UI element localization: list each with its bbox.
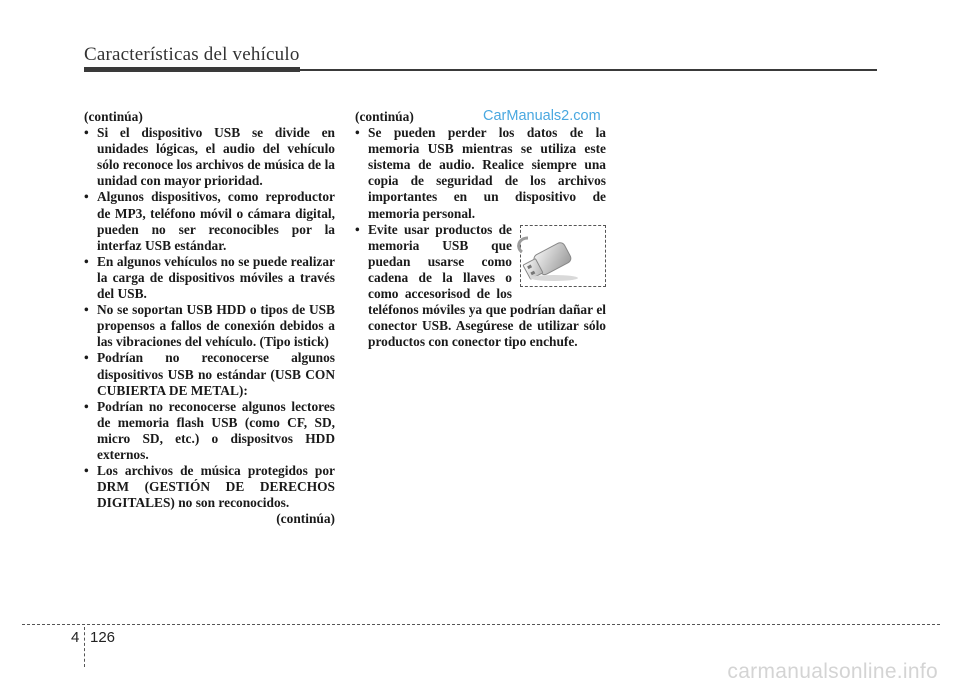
list-item bbox=[84, 125, 335, 189]
footer-dashed-divider bbox=[84, 627, 85, 667]
continued-label-top: (continúa) bbox=[355, 109, 414, 124]
bullet-dot: • bbox=[84, 463, 89, 479]
header-rule-thin bbox=[300, 69, 877, 71]
footer-dashed-rule bbox=[22, 624, 940, 625]
page-number: 126 bbox=[90, 629, 116, 646]
page-section-number: 4 bbox=[71, 629, 80, 646]
bullet-dot: • bbox=[84, 350, 89, 366]
list-item-text: Se pueden perder los datos de la memoria USB mientras se utiliza este sistema de audio. Realice siempre una copia de seguridad de los archivos importantes en un dispositivo de memoria personal. bbox=[368, 125, 606, 221]
usb-stick-icon bbox=[520, 225, 606, 287]
list-item-text: En algunos vehículos no se puede realizar la carga de dispositivos móviles a través del USB. bbox=[97, 253, 335, 302]
site-watermark[interactable]: carmanualsonline.info bbox=[727, 660, 938, 683]
list-item bbox=[84, 399, 335, 463]
bullet-dot: • bbox=[84, 125, 89, 141]
right-column bbox=[355, 109, 606, 350]
bullet-dot: • bbox=[84, 253, 89, 269]
list-item-text: Si el dispositivo USB se divide en unidades lógicas, el audio del vehículo sólo reconoce los archivos de música de la unidad con mayor prioridad. bbox=[97, 125, 335, 189]
watermark-carmanuals[interactable]: CarManuals2.com bbox=[483, 108, 601, 124]
list-item-text: Podrían no reconocerse algunos dispositivos USB no estándar (USB CON CUBIERTA DE METAL): bbox=[97, 350, 335, 398]
list-item bbox=[84, 189, 335, 253]
bullet-list-left bbox=[84, 125, 335, 511]
list-item-text: Evite usar productos de memoria USB que puedan usarse como cadena de la llaves o como accesorisod de los teléfonos móviles ya que podrían dañar el conector USB. Asegúrese de utilizar sólo productos con conector tipo enchufe. bbox=[368, 221, 606, 350]
list-item bbox=[355, 222, 606, 351]
bullet-dot: • bbox=[84, 302, 89, 318]
left-column bbox=[84, 109, 335, 527]
continued-label-bottom: (continúa) bbox=[276, 511, 335, 527]
list-item bbox=[84, 350, 335, 398]
bullet-dot: • bbox=[84, 189, 89, 205]
list-item bbox=[84, 463, 335, 511]
bullet-dot: • bbox=[355, 221, 360, 237]
list-item-text: No se soportan USB HDD o tipos de USB propensos a fallos de conexión debidos a las vibraciones del vehículo. (Tipo istick) bbox=[97, 302, 335, 350]
list-item bbox=[84, 254, 335, 302]
list-item-text: Los archivos de música protegidos por DRM (GESTIÓN DE DERECHOS DIGITALES) no son reconocidos. bbox=[97, 463, 335, 511]
bullet-dot: • bbox=[84, 398, 89, 414]
header-rule-thick bbox=[84, 67, 300, 72]
continued-label-top: (continúa) bbox=[84, 109, 143, 124]
list-item-text: Podrían no reconocerse algunos lectores de memoria flash USB (como CF, SD, micro SD, etc.) o dispositvos HDD externos. bbox=[97, 398, 335, 462]
list-item bbox=[84, 302, 335, 350]
list-item-text: Algunos dispositivos, como reproductor de MP3, teléfono móvil o cámara digital, pueden no ser reconocibles por la interfaz USB estándar. bbox=[97, 189, 335, 253]
list-item bbox=[355, 125, 606, 222]
bullet-list-right bbox=[355, 125, 606, 350]
bullet-dot: • bbox=[355, 125, 360, 141]
page-header-title: Características del vehículo bbox=[84, 44, 300, 65]
